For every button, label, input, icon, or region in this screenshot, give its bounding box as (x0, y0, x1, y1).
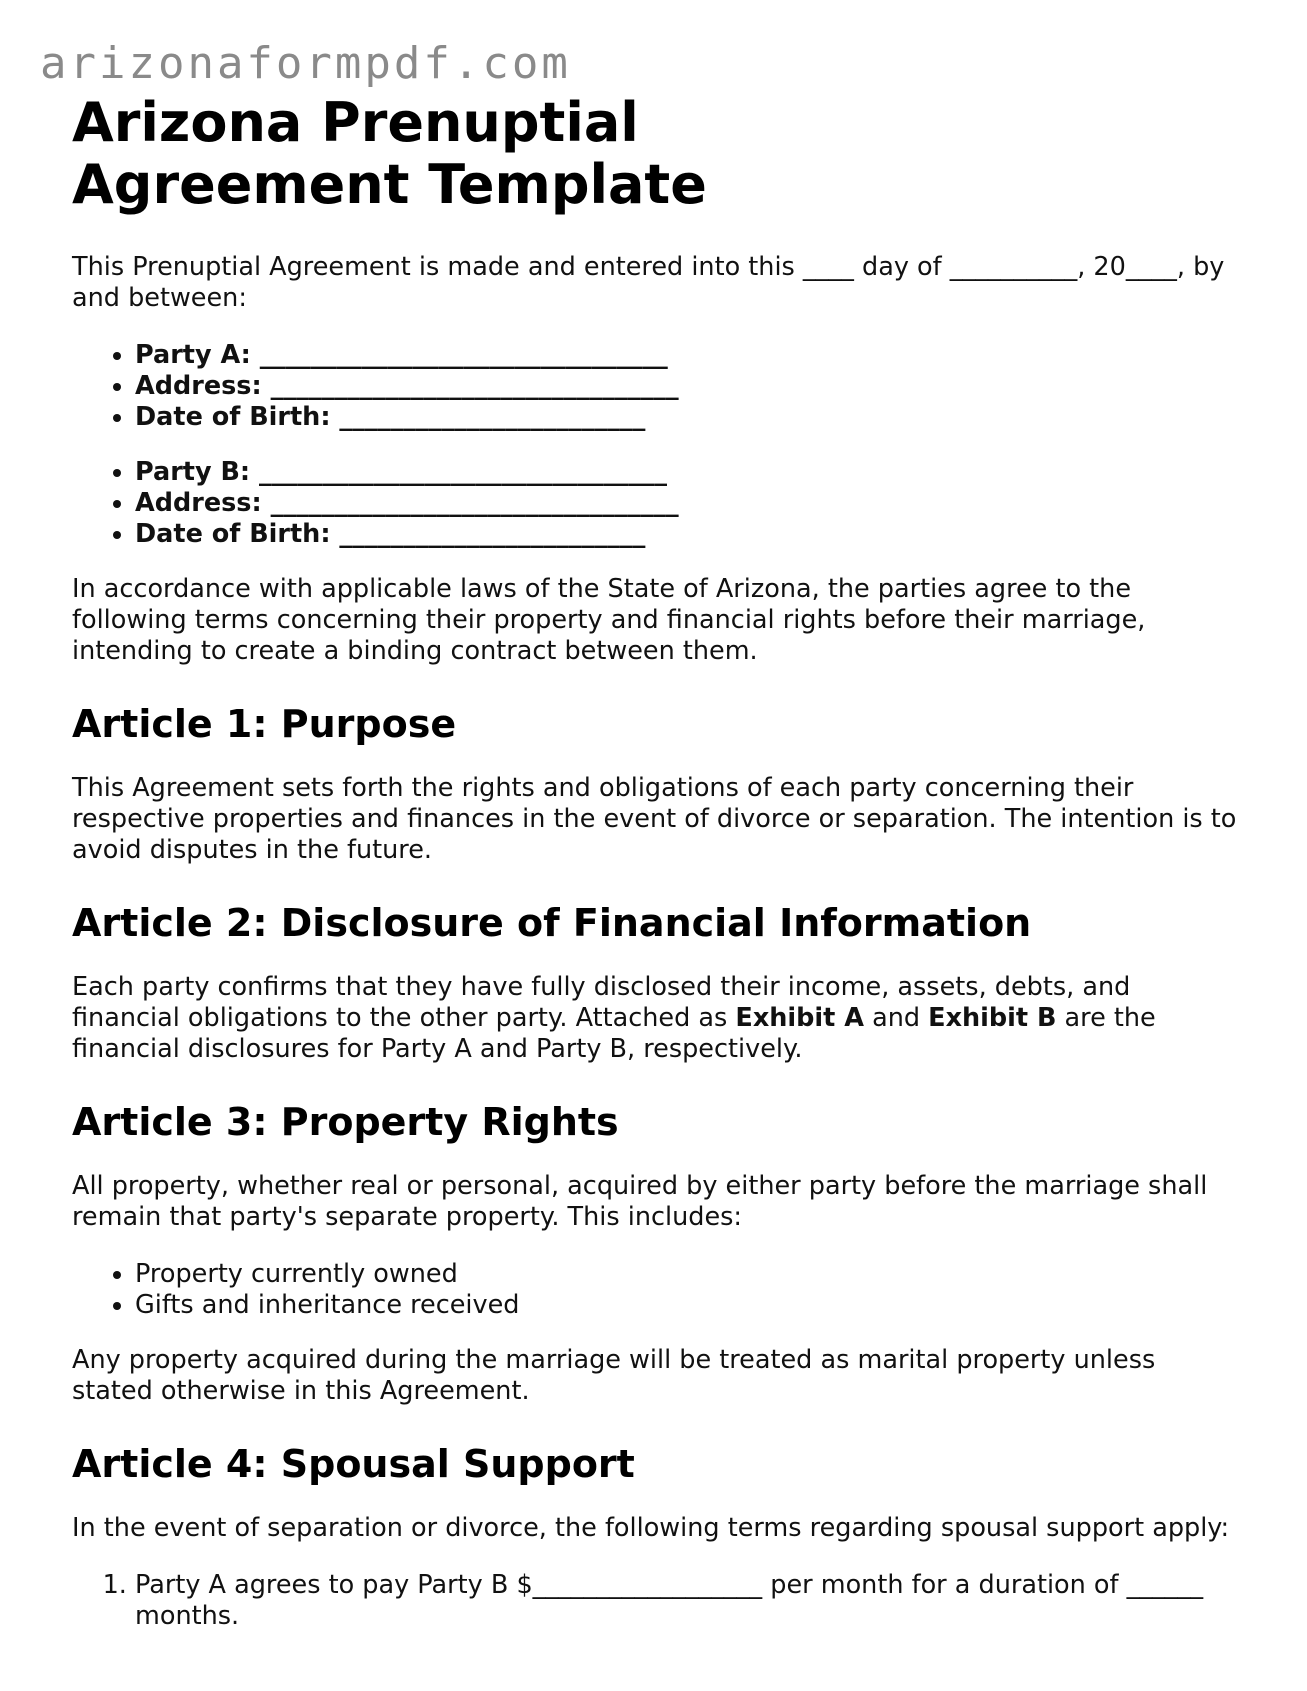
exhibit-a-ref: Exhibit A (735, 1003, 864, 1033)
document-page (72, 92, 1242, 1656)
page-title: Arizona Prenuptial Agreement Template (72, 91, 707, 216)
party-a-dob-field: • Date of Birth: ________________________ (135, 402, 1242, 433)
party-b-name-field: • Party B: ________________________________ (135, 457, 1242, 488)
article-3-body: All property, whether real or personal, acquired by either party before the marriage shall remain that party's separate property. This includes: (72, 1171, 1208, 1232)
list-item: • Gifts and inheritance received (135, 1290, 1242, 1321)
article-3-heading: Article 3: Property Rights (72, 1100, 619, 1144)
list-item: 1. Party A agrees to pay Party B $__________________ per month for a duration of ______ months. (135, 1570, 1242, 1632)
party-b-address-field: • Address: ________________________________ (135, 488, 1242, 519)
party-a-address-field: • Address: ________________________________ (135, 371, 1242, 402)
spousal-support-list (72, 1570, 1242, 1632)
article-1-heading: Article 1: Purpose (72, 702, 457, 746)
article-3-closing: Any property acquired during the marriage will be treated as marital property unless stated otherwise in this Agreement. (72, 1345, 1156, 1406)
intro-paragraph: This Prenuptial Agreement is made and entered into this ____ day of __________, 20____, by and between: (72, 252, 1225, 313)
party-a-list (72, 340, 1242, 433)
list-item: • Property currently owned (135, 1259, 1242, 1290)
article-4-body: In the event of separation or divorce, the following terms regarding spousal support apply: (72, 1513, 1230, 1543)
exhibit-b-ref: Exhibit B (928, 1003, 1057, 1033)
article-2-body: Each party confirms that they have fully disclosed their income, assets, debts, and financial obligations to the other party. Attached as Exhibit A and Exhibit B are the financial disclosures for Party A and Party B, respectively. (72, 972, 1156, 1064)
article-2-heading: Article 2: Disclosure of Financial Information (72, 901, 1032, 945)
recital-paragraph: In accordance with applicable laws of the State of Arizona, the parties agree to the following terms concerning their property and financial rights before their marriage, intending to create a binding contract between them. (72, 574, 1146, 666)
separate-property-list (72, 1259, 1242, 1321)
party-a-name-field: • Party A: ________________________________ (135, 340, 1242, 371)
article-4-heading: Article 4: Spousal Support (72, 1442, 635, 1486)
party-b-dob-field: • Date of Birth: ________________________ (135, 519, 1242, 550)
article-1-body: This Agreement sets forth the rights and obligations of each party concerning their respective properties and finances in the event of divorce or separation. The intention is to avoid disputes in the future. (72, 773, 1237, 865)
party-b-list (72, 457, 1242, 550)
watermark: arizonaformpdf.com (40, 38, 571, 89)
